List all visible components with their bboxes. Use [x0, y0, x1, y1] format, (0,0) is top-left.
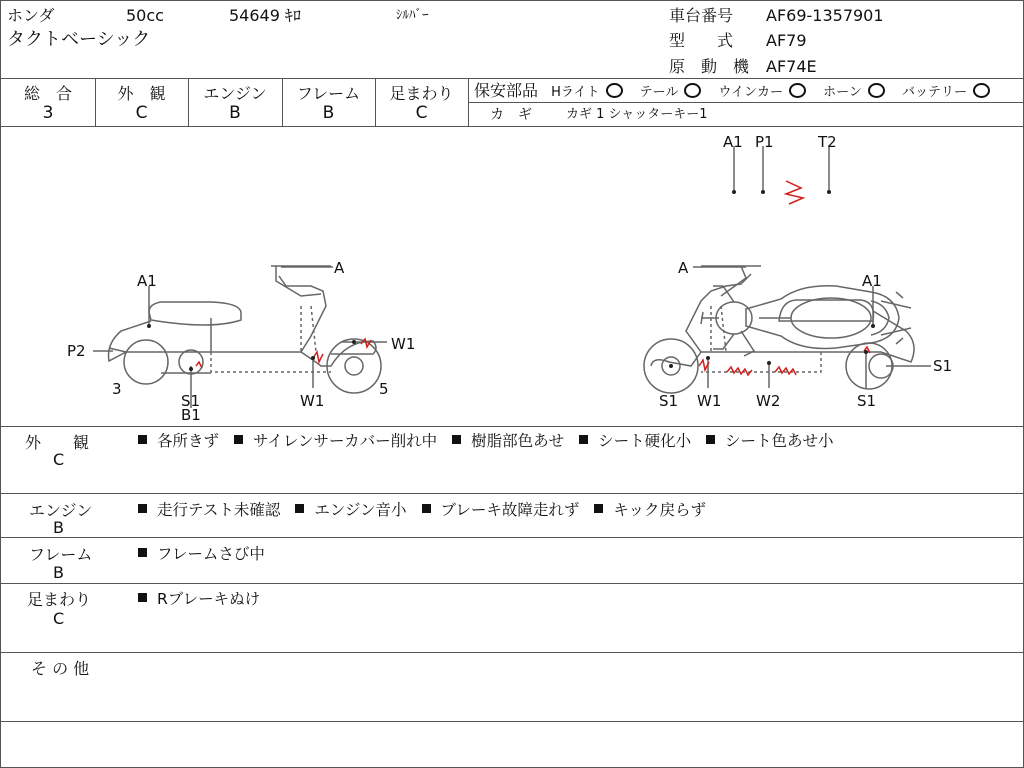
diagram-label: P2 [67, 342, 86, 360]
list-item-text: ブレーキ故障走れず [440, 501, 580, 519]
key-label: カ ギ [490, 107, 532, 123]
frame-number-label: 車台番号 [669, 6, 734, 25]
exterior-section-grade: C [53, 450, 65, 469]
diagram-label: A1 [723, 133, 743, 151]
diagram-label: S1 [857, 392, 877, 410]
headlight-label: Hライト [551, 85, 600, 100]
divider [1, 493, 1023, 494]
list-item [138, 590, 260, 608]
bullet-icon [138, 593, 147, 602]
engine-grade: B [229, 103, 241, 123]
battery-ok-icon [973, 83, 990, 98]
diagram-label: W1 [697, 392, 722, 410]
frame-grade: B [322, 103, 335, 123]
suspension-items [138, 587, 270, 609]
bullet-icon [138, 435, 147, 444]
color: ｼﾙﾊﾞｰ [396, 8, 429, 23]
bullet-icon [234, 435, 243, 444]
diagram-label: A [334, 259, 345, 277]
maker: ホンダ [7, 6, 55, 25]
divider [469, 102, 1023, 103]
frame-number: AF69-1357901 [766, 6, 884, 25]
list-item-text: 走行テスト未確認 [157, 501, 281, 519]
bullet-icon [138, 504, 147, 513]
diagram-label: 3 [112, 380, 122, 398]
engine-model: AF74E [766, 57, 817, 76]
divider [1, 583, 1023, 584]
diagram-label: W2 [756, 392, 781, 410]
divider [1, 537, 1023, 538]
diagram-label: S1 [181, 392, 201, 410]
taillight-label: テール [639, 85, 679, 100]
mileage: 54649 ｷﾛ [229, 6, 301, 25]
list-item-text: 各所きず [157, 432, 220, 450]
damage-mark [196, 362, 202, 368]
horn-ok-icon [868, 83, 885, 98]
bullet-icon [138, 548, 147, 557]
list-item [579, 432, 691, 450]
bullet-icon [706, 435, 715, 444]
damage-diagram [1, 126, 1023, 426]
divider [1, 721, 1023, 722]
model-name: タクトベーシック [7, 29, 151, 50]
diagram-label: A1 [137, 272, 157, 290]
divider [1, 652, 1023, 653]
engine-grade-label: エンジン [203, 84, 267, 103]
winker-ok-icon [789, 83, 806, 98]
suspension-section-grade: C [53, 609, 65, 628]
suspension-grade: C [415, 103, 428, 123]
divider [1, 78, 1023, 79]
overall-grade-label: 総 合 [23, 84, 72, 103]
list-item-text: エンジン音小 [314, 501, 407, 519]
frame-section-label: フレーム [29, 545, 93, 564]
exterior-grade: C [135, 103, 148, 123]
safety-parts-row [474, 82, 990, 102]
suspension-grade-label: 足まわり [389, 84, 454, 103]
headlight-ok-icon [606, 83, 623, 98]
type-value: AF79 [766, 31, 807, 50]
list-item-text: Rブレーキぬけ [157, 590, 261, 608]
damage-mark [775, 367, 796, 375]
list-item [234, 432, 437, 450]
exterior-grade-label: 外 観 [117, 84, 166, 103]
exterior-items [138, 429, 844, 451]
other-section-label: そ の 他 [31, 659, 90, 678]
taillight-ok-icon [684, 83, 701, 98]
damage-mark [786, 181, 803, 204]
bullet-icon [295, 504, 304, 513]
diagram-label: W1 [391, 335, 416, 353]
diagram-label: 5 [379, 380, 389, 398]
engine-section-label: エンジン [29, 501, 93, 520]
frame-grade-label: フレーム [296, 84, 361, 103]
overall-grade: 3 [42, 103, 54, 123]
frame-items [138, 542, 275, 564]
diagram-label: B1 [181, 406, 201, 424]
list-item-text: サイレンサーカバー削れ中 [252, 432, 438, 450]
list-item [295, 501, 406, 519]
list-item-text: フレームさび中 [157, 545, 265, 563]
diagram-label: W1 [300, 392, 325, 410]
diagram-label: S1 [933, 357, 953, 375]
list-item [706, 432, 834, 450]
safety-parts-label: 保安部品 [474, 81, 539, 100]
engine-section-grade: B [53, 518, 64, 537]
exterior-section-label: 外 観 [25, 433, 90, 452]
diagram-label: T2 [818, 133, 837, 151]
bullet-icon [579, 435, 588, 444]
battery-label: バッテリー [902, 85, 968, 100]
key-value: カギ 1 シャッターキー1 [566, 107, 708, 122]
list-item [138, 501, 280, 519]
horn-label: ホーン [823, 85, 862, 100]
damage-mark [727, 367, 752, 375]
diagram-label: A [678, 259, 689, 277]
displacement: 50cc [126, 6, 164, 25]
list-item [594, 501, 706, 519]
diagram-label: A1 [862, 272, 882, 290]
bullet-icon [422, 504, 431, 513]
list-item [452, 432, 564, 450]
list-item-text: シート色あせ小 [725, 432, 834, 450]
bullet-icon [594, 504, 603, 513]
divider [468, 78, 469, 126]
bullet-icon [452, 435, 461, 444]
diagram-label: S1 [659, 392, 679, 410]
engine-model-label: 原 動 機 [669, 57, 750, 76]
type-label: 型 式 [669, 31, 734, 50]
list-item [138, 545, 265, 563]
engine-items [138, 498, 716, 520]
list-item-text: シート硬化小 [598, 432, 692, 450]
divider [1, 426, 1023, 427]
frame-section-grade: B [53, 563, 64, 582]
list-item [138, 432, 219, 450]
suspension-section-label: 足まわり [27, 590, 92, 609]
list-item [422, 501, 580, 519]
list-item-text: キック戻らず [613, 501, 707, 519]
list-item-text: 樹脂部色あせ [471, 432, 565, 450]
diagram-label: P1 [755, 133, 774, 151]
winker-label: ウインカー [718, 85, 784, 100]
